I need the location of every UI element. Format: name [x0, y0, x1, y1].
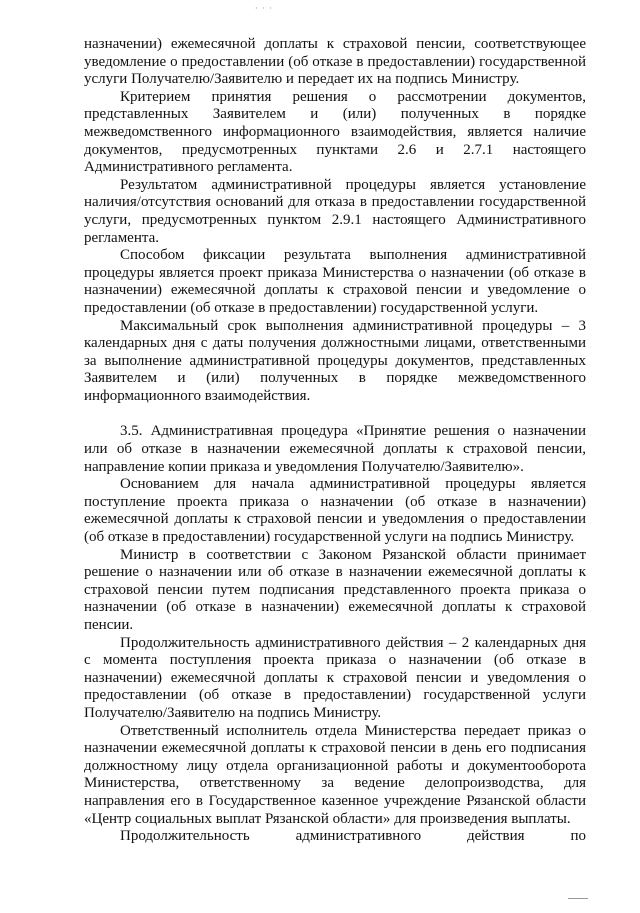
paragraph: Максимальный срок выполнения административной процедуры – 3 календарных дня с даты получения должностными лицами, ответственными за выполнение административной процедуры документов, представленных Заявителем и (или) полученных в порядке межведомственного информационного взаимодействия.	[84, 317, 586, 404]
paragraph: Основанием для начала административной процедуры является поступление проекта приказа о назначении (об отказе в назначении) ежемесячной доплаты к страховой пенсии и уведомления о предоставлении (об отказе в предоставлении) государственной услуги на подпись Министру.	[84, 476, 586, 546]
paragraph: назначении) ежемесячной доплаты к страховой пенсии, соответствующее уведомление о предоставлении (об отказе в предоставлении) государственной услуги Получателю/Заявителю и передает их на подпись Министру.	[84, 36, 586, 88]
paragraph: Результатом административной процедуры является установление наличия/отсутствия оснований для отказа в предоставлении государственной услуги, предусмотренных пунктом 2.9.1 настоящего Административного регламента.	[84, 176, 586, 246]
scan-artifact: · · ·	[255, 4, 273, 13]
document-body	[84, 36, 586, 846]
section-heading-3-5: 3.5. Административная процедура «Принятие решения о назначении или об отказе в назначении ежемесячной доплаты к страховой пенсии, направление копии приказа и уведомления Получателю/Заявителю».	[84, 423, 586, 475]
paragraph: Ответственный исполнитель отдела Министерства передает приказ о назначении ежемесячной доплаты к страховой пенсии в день его подписания должностному лицу отдела организационной работы и документооборота Министерства, ответственному за ведение делопроизводства, для направления его в Государственное казенное учреждение Рязанской области «Центр социальных выплат Рязанской области» для произведения выплаты.	[84, 722, 586, 827]
paragraph: Продолжительность административного действия – 2 календарных дня с момента поступления проекта приказа о назначении (об отказе в назначении) ежемесячной доплаты к страховой пенсии и уведомления о предоставлении (об отказе в предоставлении) государственной услуги Получателю/Заявителю на подпись Министру.	[84, 634, 586, 721]
paragraph: Продолжительность административного действия по	[120, 828, 586, 845]
paragraph: Критерием принятия решения о рассмотрении документов, представленных Заявителем и (или) полученных в порядке межведомственного информационного взаимодействия, является наличие документов, предусмотренных пунктами 2.6 и 2.7.1 настоящего Административного регламента.	[84, 88, 586, 176]
paragraph: Способом фиксации результата выполнения административной процедуры является проект приказа Министерства о назначении (об отказе в назначении) ежемесячной доплаты к страховой пенсии и уведомление о предоставлении (об отказе в предоставлении) государственной услуги.	[84, 247, 586, 316]
scan-artifact-line	[568, 898, 588, 899]
paragraph: Министр в соответствии с Законом Рязанской области принимает решение о назначении или об отказе в назначении ежемесячной доплаты к страховой пенсии путем подписания представленного проекта приказа о назначении (об отказе в назначении) ежемесячной доплаты к страховой пенсии.	[84, 546, 586, 633]
